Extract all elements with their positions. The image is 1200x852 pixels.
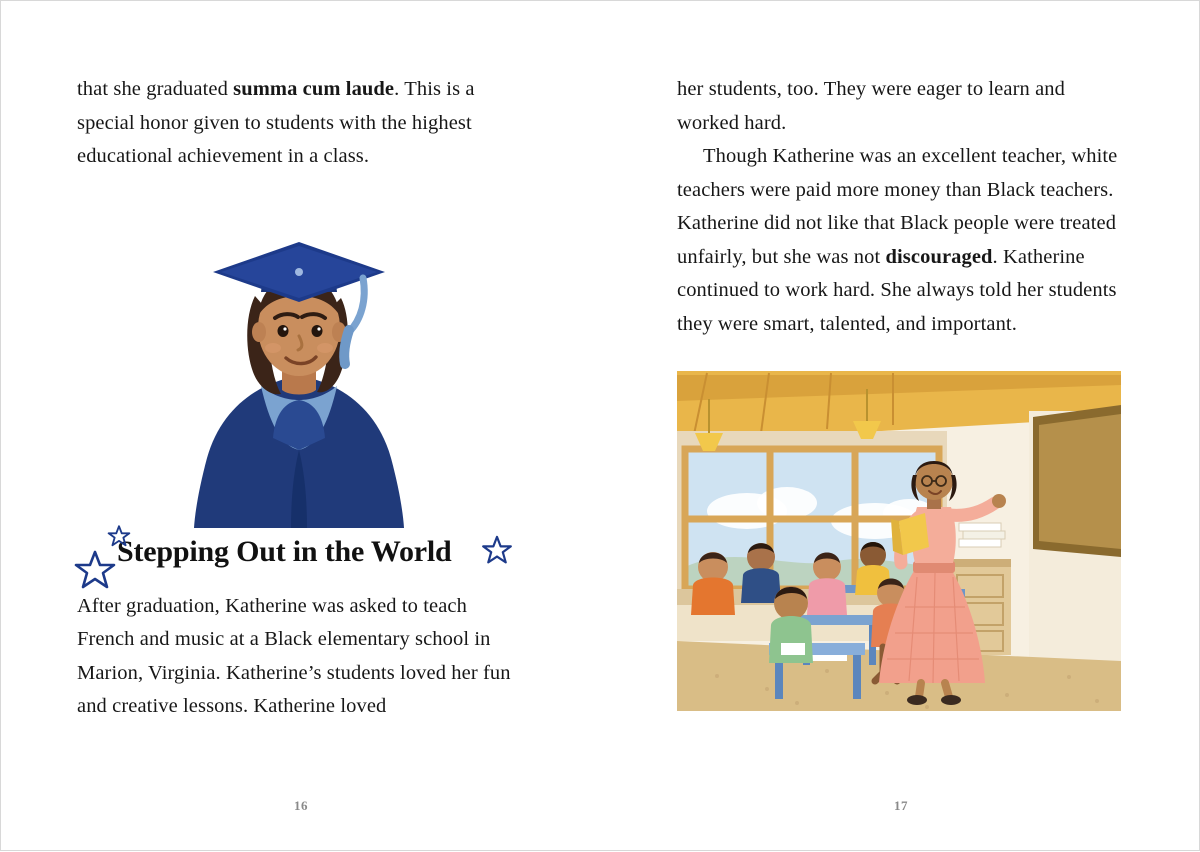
star-icon xyxy=(481,534,513,566)
text-run: her students, too. They were eager to learn and worked hard. xyxy=(677,78,1065,134)
star-icon xyxy=(107,524,131,548)
graduate-portrait-illustration xyxy=(77,200,521,530)
page-right xyxy=(601,1,1200,852)
paragraph-discouraged xyxy=(677,140,1121,341)
text-run: After graduation, Katherine was asked to teach French and music at a Black elementary school in Marion, Virginia. Katherine’s students loved her fun and creative lessons. Katherine loved xyxy=(77,594,511,717)
paragraph-her-students xyxy=(677,73,1121,140)
text-run: . Katherine continued to work hard. She always told her students they were smart, talented, and important. xyxy=(677,245,1117,335)
page-number-right: 17 xyxy=(894,798,908,813)
star-icon xyxy=(73,548,117,592)
left-text-column xyxy=(77,73,521,724)
paragraph-after-graduation xyxy=(77,590,521,724)
paragraph-summa-cum-laude xyxy=(77,73,521,174)
right-text-column xyxy=(677,73,1121,711)
section-title: Stepping Out in the World xyxy=(117,534,452,568)
text-run: . This is a special honor given to students with the highest educational achievement in a class. xyxy=(77,78,475,167)
text-run: that she graduated xyxy=(77,78,234,100)
term-summa-cum-laude: summa cum laude xyxy=(233,78,395,100)
section-heading-block xyxy=(77,532,521,590)
term-discouraged: discouraged xyxy=(885,245,993,268)
classroom-illustration xyxy=(677,371,1121,711)
page-number-left: 16 xyxy=(294,798,308,813)
page-left xyxy=(1,1,601,852)
text-run: Though Katherine was an excellent teacher, white teachers were paid more money than Black teachers. Katherine did not like that Black people were treated unfairly, but she was not xyxy=(677,145,1118,268)
